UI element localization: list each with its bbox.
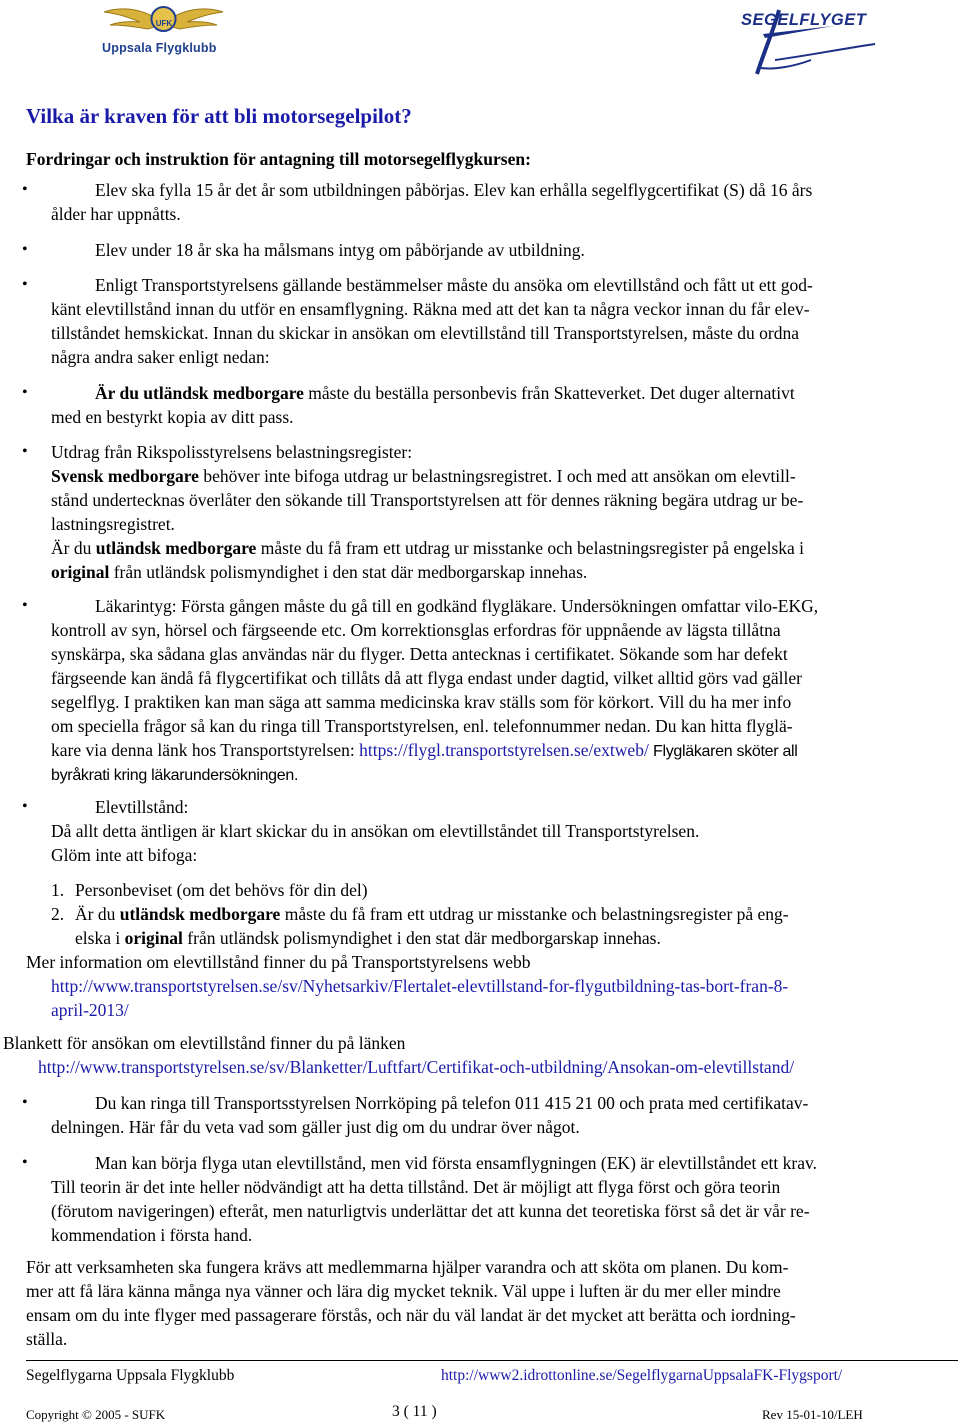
transportstyrelsen-news-link[interactable]: http://www.transportstyrelsen.se/sv/Nyhetsarkiv/Flertalet-elevtillstand-for-flygutbildning-tas-bort-fran-8- april-2013/ (51, 976, 789, 1020)
list-item: Läkarintyg: Första gången måste du gå till en godkänd flygläkare. Undersökningen omfattar vilo-EKG, kontroll av syn, hörsel och färgseende etc. Om korrektionsglas erfordras för uppnående av lägsta tillåtna synskärpa, ska sådana glas användas när du flyger. Detta antecknas i certifikatet. Sökande som har defekt färgseende kan ändå få flygcertifikat och tillåts då att flyga endast under dagtid, vilket alltid görs vad gäller segelflyg. I praktiken kan man säga att samma medicinska krav ställs som för körkort. Vill du ha mer info om speciella frågor så kan du ringa till Transportstyrelsen, enl. telefonnummer nedan. Du kan hitta flyglä- kare via denna länk hos Transportstyrelsen: https://flygl.transportstyrelsen.se/extweb/ Flygläkaren sköter all byråkrati kring läkarundersökningen. (51, 596, 819, 784)
bullet-icon: • (22, 276, 28, 293)
uppsala-flygklubb-logo-text: Uppsala Flygklubb (102, 41, 217, 55)
header-logos (0, 0, 960, 80)
bullet-icon: • (22, 597, 28, 614)
segelflyget-logo (735, 4, 885, 76)
blankett-text: Blankett för ansökan om elevtillstånd finner du på länken (3, 1033, 406, 1053)
footer-copyright: Copyright © 2005 - SUFK (26, 1407, 166, 1422)
bullet-icon: • (22, 1154, 28, 1171)
blankett-link[interactable]: http://www.transportstyrelsen.se/sv/Blanketter/Luftfart/Certifikat-och-utbildning/Ansokan-om-elevtillstand/ (38, 1057, 795, 1077)
footer-revision: Rev 15-01-10/LEH (762, 1407, 863, 1422)
numbered-item: Är du utländsk medborgare måste du få fram ett utdrag ur misstanke och belastningsregister på eng- elska i original från utländsk polismyndighet i den stat där medborgarskap innehas. (75, 904, 789, 948)
list-item: Elev under 18 år ska ha målsmans intyg om påbörjande av utbildning. (95, 240, 585, 260)
numbered-item-number: 1. (51, 880, 65, 900)
section-subtitle: Fordringar och instruktion för antagning till motorsegelflygkursen: (26, 149, 531, 169)
flygl-link[interactable]: https://flygl.transportstyrelsen.se/extweb/ (359, 740, 649, 760)
bullet-icon: • (22, 443, 28, 460)
bullet-icon: • (22, 384, 28, 401)
footer-page-number: 3 ( 11 ) (392, 1403, 437, 1420)
footer-url-link[interactable]: http://www2.idrottonline.se/SegelflygarnaUppsalaFK-Flygsport/ (441, 1367, 843, 1384)
list-item: Man kan börja flyga utan elevtillstånd, men vid första ensamflygningen (EK) är elevtillståndet ett krav. Till teorin är det inte heller nödvändigt att ha detta tillstånd. Det är möjligt att flyga först och göra teorin (förutom navigeringen) efteråt, men naturligtvis underlättar det att kunna det teoretiska först så det är vår re- kommendation i första hand. (51, 1153, 817, 1245)
list-item: Du kan ringa till Transportsstyrelsen Norrköping på telefon 011 415 21 00 och prata med certifikatav- delningen. Här får du veta vad som gäller just dig om du undrar över något. (51, 1093, 809, 1137)
list-item: Elev ska fylla 15 år det år som utbildningen påbörjas. Elev kan erhålla segelflygcertifikat (S) då 16 års ålder har uppnåtts. (51, 180, 813, 224)
closing-paragraph: För att verksamheten ska fungera krävs att medlemmarna hjälper varandra och att sköta om planen. Du kom- mer att få lära känna många nya vänner och lära dig mycket teknik. Väl uppe i luften är du mer eller mindre ensam om du inte flyger med passagerare förstås, och när du väl landat är det mycket att berätta och iordning- ställa. (26, 1257, 796, 1349)
bullet-icon: • (22, 241, 28, 258)
bullet-icon: • (22, 798, 28, 815)
page-title: Vilka är kraven för att bli motorsegelpilot? (26, 104, 412, 128)
uppsala-flygklubb-logo (96, 2, 231, 60)
list-item: Enligt Transportstyrelsens gällande bestämmelser måste du ansöka om elevtillstånd och fått ut ett god- känt elevtillstånd innan du utför en ensamflygning. Räkna med att det kan ta några veckor innan du får elev- tillståndet hemskickat. Innan du skickar in ansökan om elevtillstånd till Transportstyrelsen, måste du ordna några andra saker enligt nedan: (51, 275, 813, 367)
list-item: Är du utländsk medborgare måste du beställa personbevis från Skatteverket. Det duger alternativt med en bestyrkt kopia av ditt pass. (51, 383, 795, 427)
segelflyget-logo-text: SEGELFLYGET (741, 11, 867, 29)
list-item: Utdrag från Rikspolisstyrelsens belastningsregister: Svensk medborgare behöver inte bifoga utdrag ur belastningsregistret. I och med att ansökan om elevtill- stånd undertecknas överlåter den sökande till Transportstyrelsen att för dennes räkning begära utdrag ur be- lastningsregistret. Är du utländsk medborgare måste du få fram ett utdrag ur misstanke och belastningsregister på engelska i original från utländsk polismyndighet i den stat där medborgarskap innehas. (51, 442, 805, 582)
footer-org: Segelflygarna Uppsala Flygklubb (26, 1367, 235, 1384)
footer-divider (26, 1360, 958, 1361)
bullet-icon: • (22, 181, 28, 198)
numbered-item-number: 2. (51, 904, 65, 924)
ufk-badge: UFK (155, 19, 173, 28)
numbered-item: Personbeviset (om det behövs för din del) (75, 880, 368, 900)
more-info-text: Mer information om elevtillstånd finner du på Transportstyrelsens webb (26, 952, 531, 972)
bullet-icon: • (22, 1094, 28, 1111)
list-item: Elevtillstånd: Då allt detta äntligen är klart skickar du in ansökan om elevtillståndet till Transportstyrelsen. Glöm inte att bifoga: (51, 797, 700, 865)
